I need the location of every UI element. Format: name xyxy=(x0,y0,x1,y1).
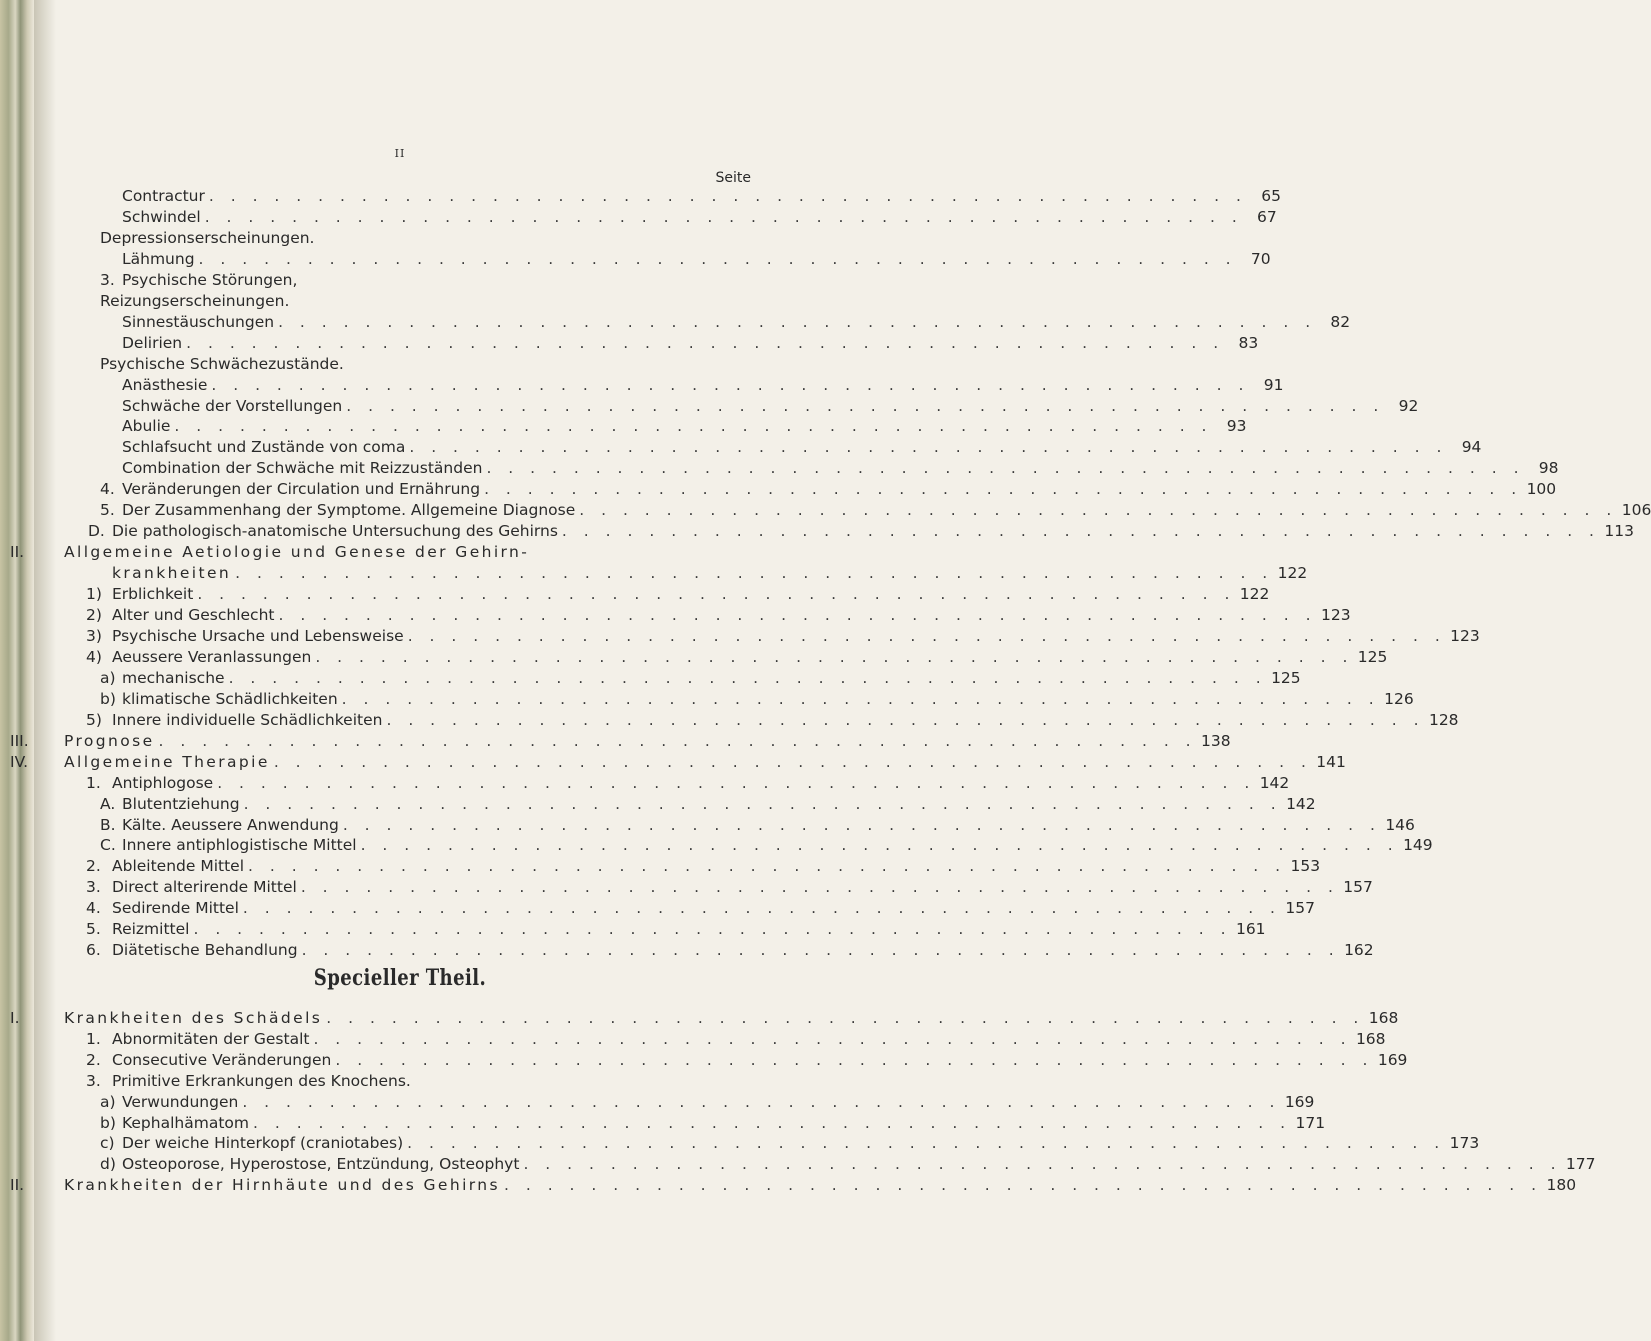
toc-entry-title: Consecutive Veränderungen xyxy=(112,1050,332,1069)
toc-entry-page: 138 xyxy=(1201,731,1231,750)
toc-entry-title: Prognose xyxy=(64,731,155,750)
leader-dots: . . . . . . . . . . . . . . . . . . . . . . . . . . . . . . . . . . . . . . . . . . . . . . . . xyxy=(523,1155,1562,1174)
toc-entry-number: 4. xyxy=(100,480,115,499)
toc-entry-title: Sinnestäuschungen xyxy=(122,312,275,331)
toc-entry-page: 153 xyxy=(1290,857,1321,876)
toc-entry-title: Ableitende Mittel xyxy=(112,857,245,876)
toc-entry-page: 168 xyxy=(1368,1009,1399,1027)
leader-dots: . . . . . . . . . . . . . . . . . . . . . . . . . . . . . . . . . . . . . . . . . . . . . . . . xyxy=(315,647,1354,666)
toc-entry-title: Blutentziehung xyxy=(122,794,240,813)
toc-entry-title: Der Zusammenhang der Symptome. Allgemeine Diagnose xyxy=(122,501,576,520)
page-number: II xyxy=(394,147,406,160)
leader-dots: . . . . . . . . . . . . . . . . . . . . . . . . . . . . . . . . . . . . . . . . . . . . . . . . xyxy=(204,207,1243,226)
leader-dots: . . . . . . . . . . . . . . . . . . . . . . . . . . . . . . . . . . . . . . . . . . . . . . . . xyxy=(503,1176,1543,1195)
leader-dots: . . . . . . . . . . . . . . . . . . . . . . . . . . . . . . . . . . . . . . . . . . . . . . . . xyxy=(342,815,1381,834)
toc-entry-title: Psychische Ursache und Lebensweise xyxy=(112,626,404,645)
toc-entry-number: 3) xyxy=(86,626,102,645)
toc-entry-title: Psychische Störungen, xyxy=(122,270,298,289)
toc-entry-page: 180 xyxy=(1546,1176,1577,1195)
toc-entry-title: Schwäche der Vorstellungen xyxy=(122,396,343,415)
toc-entry-title: Lähmung xyxy=(122,249,195,268)
toc-row xyxy=(0,1154,1596,1175)
toc-entry-number: a) xyxy=(100,1092,116,1111)
toc-entry-page: 123 xyxy=(1320,606,1351,624)
toc-entry-page: 128 xyxy=(1428,710,1459,729)
toc-entry-page: 149 xyxy=(1403,836,1433,855)
leader-dots: . . . . . . . . . . . . . . . . . . . . . . . . . . . . . . . . . . . . . . . . . . . . . . . . xyxy=(486,459,1525,478)
leader-dots: . . . . . . . . . . . . . . . . . . . . . . . . . . . . . . . . . . . . . . . . . . . . . . . . xyxy=(407,626,1446,645)
toc-entry-title: Der weiche Hinterkopf (craniotabes) xyxy=(122,1134,404,1153)
toc-entry-page: 169 xyxy=(1377,1050,1408,1069)
toc-entry-title: Schlafsucht und Zustände von coma xyxy=(122,438,406,457)
toc-entry-number: 4. xyxy=(86,899,101,918)
toc-entry-number: 1. xyxy=(86,1029,101,1048)
leader-dots: . . . . . . . . . . . . . . . . . . . . . . . . . . . . . . . . . . . . . . . . . . . . . . . . xyxy=(193,920,1232,939)
leader-dots: . . . . . . . . . . . . . . . . . . . . . . . . . . . . . . . . . . . . . . . . . . . . . . . . xyxy=(335,1050,1374,1069)
toc-entry-title: Reizungserscheinungen. xyxy=(100,291,290,310)
toc-entry-page: 100 xyxy=(1526,480,1557,499)
leader-dots: . . . . . . . . . . . . . . . . . . . . . . . . . . . . . . . . . . . . . . . . . . . . . . . . xyxy=(561,522,1600,541)
leader-dots: . . . . . . . . . . . . . . . . . . . . . . . . . . . . . . . . . . . . . . . . . . . . . . . . xyxy=(217,773,1256,792)
toc-row xyxy=(0,1071,751,1092)
leader-dots: . . . . . . . . . . . . . . . . . . . . . . . . . . . . . . . . . . . . . . . . . . . . . . . . xyxy=(243,794,1282,813)
leader-dots: . . . . . . . . . . . . . . . . . . . . . . . . . . . . . . . . . . . . . . . . . . . . . . . . xyxy=(579,501,1618,520)
toc-entry-page: 168 xyxy=(1355,1029,1386,1048)
toc-entry-page: 83 xyxy=(1238,333,1259,352)
toc-row xyxy=(0,1133,1480,1154)
leader-dots: . . . . . . . . . . . . . . . . . . . . . . . . . . . . . . . . . . . . . . . . . . . . . . . . xyxy=(278,606,1317,624)
toc-entry-title: Innere antiphlogistische Mittel xyxy=(122,836,357,855)
toc-entry-title: Osteoporose, Hyperostose, Entzündung, Osteophyt xyxy=(122,1155,520,1174)
toc-entry-title: Diätetische Behandlung xyxy=(112,941,298,960)
toc-entry-number: 2. xyxy=(86,1050,101,1069)
toc-row xyxy=(0,1008,1399,1029)
toc-row xyxy=(0,1113,1326,1134)
toc-entry-number: I. xyxy=(10,1009,20,1027)
leader-dots: . . . . . . . . . . . . . . . . . . . . . . . . . . . . . . . . . . . . . . . . . . . . . . . . xyxy=(326,1009,1365,1027)
toc-entry-number: II. xyxy=(10,1176,25,1195)
toc-entry-page: 98 xyxy=(1538,459,1559,478)
toc-entry-title: Kephalhämatom xyxy=(122,1113,249,1132)
leader-dots: . . . . . . . . . . . . . . . . . . . . . . . . . . . . . . . . . . . . . . . . . . . . . . . . xyxy=(360,836,1399,855)
toc-entry-number: C. xyxy=(100,836,116,855)
leader-dots: . . . . . . . . . . . . . . . . . . . . . . . . . . . . . . . . . . . . . . . . . . . . . . . . xyxy=(242,899,1281,918)
toc-entry-number: a) xyxy=(100,668,116,687)
toc-row xyxy=(0,1092,1315,1113)
leader-dots: . . . . . . . . . . . . . . . . . . . . . . . . . . . . . . . . . . . . . . . . . . . . . . . . xyxy=(242,1092,1281,1111)
toc-entry-title: Abnormitäten der Gestalt xyxy=(112,1029,310,1048)
column-header-seite: Seite xyxy=(715,170,751,186)
toc-entry-page: 141 xyxy=(1316,752,1346,771)
leader-dots: . . . . . . . . . . . . . . . . . . . . . . . . . . . . . . . . . . . . . . . . . . . . . . . . xyxy=(208,187,1247,205)
leader-dots: . . . . . . . . . . . . . . . . . . . . . . . . . . . . . . . . . . . . . . . . . . . . . . . . xyxy=(211,375,1250,394)
leader-dots: . . . . . . . . . . . . . . . . . . . . . . . . . . . . . . . . . . . . . . . . . . . . . . . . xyxy=(252,1113,1292,1132)
toc-entry-number: 3. xyxy=(86,878,101,897)
toc-entry-page: 70 xyxy=(1250,249,1271,268)
toc-entry-page: 122 xyxy=(1277,564,1308,583)
toc-entry-title: Schwindel xyxy=(122,207,201,226)
toc-entry-number: 2) xyxy=(86,606,102,624)
toc-entry-page: 65 xyxy=(1261,187,1281,205)
toc-entry-page: 92 xyxy=(1398,396,1419,415)
leader-dots: . . . . . . . . . . . . . . . . . . . . . . . . . . . . . . . . . . . . . . . . . . . . . . . . xyxy=(313,1029,1352,1048)
toc-entry-number: 5. xyxy=(86,920,101,939)
toc-entry-page: 142 xyxy=(1259,773,1290,792)
leader-dots: . . . . . . . . . . . . . . . . . . . . . . . . . . . . . . . . . . . . . . . . . . . . . . . . xyxy=(158,731,1197,750)
toc-entry-title: Kälte. Aeussere Anwendung xyxy=(122,815,339,834)
toc-row xyxy=(0,1029,1386,1050)
toc-entry-number: c) xyxy=(100,1134,115,1153)
toc-entry-page: 123 xyxy=(1450,626,1480,645)
toc-entry-number: A. xyxy=(100,794,116,813)
toc-entry-number: d) xyxy=(100,1155,116,1174)
toc-entry-number: 2. xyxy=(86,857,101,876)
toc-entry-page: 113 xyxy=(1604,522,1634,541)
toc-entry-title: Contractur xyxy=(122,187,205,205)
toc-entry-number: 5. xyxy=(100,501,115,520)
toc-row xyxy=(0,1175,1577,1196)
leader-dots: . . . . . . . . . . . . . . . . . . . . . . . . . . . . . . . . . . . . . . . . . . . . . . . . xyxy=(386,710,1425,729)
toc-entry-title: Psychische Schwächezustände. xyxy=(100,354,344,373)
toc-entry-page: 106 xyxy=(1621,501,1651,520)
toc-entry-title: krankheiten xyxy=(112,564,232,583)
toc-entry-page: 157 xyxy=(1285,899,1315,918)
toc-entry-page: 157 xyxy=(1343,878,1373,897)
toc-entry-number: III. xyxy=(10,731,29,750)
toc-entry-number: II. xyxy=(10,543,25,562)
toc-entry-title: Verwundungen xyxy=(122,1092,239,1111)
leader-dots: . . . . . . . . . . . . . . . . . . . . . . . . . . . . . . . . . . . . . . . . . . . . . . . . xyxy=(278,312,1317,331)
section-heading: Specieller Theil. xyxy=(313,965,487,991)
toc-entry-page: 173 xyxy=(1449,1134,1480,1153)
toc-entry-title: Allgemeine Therapie xyxy=(64,752,270,771)
toc-row xyxy=(0,1050,1408,1071)
leader-dots: . . . . . . . . . . . . . . . . . . . . . . . . . . . . . . . . . . . . . . . . . . . . . . . . xyxy=(273,752,1312,771)
toc-entry-title: Anästhesie xyxy=(122,375,208,394)
leader-dots: . . . . . . . . . . . . . . . . . . . . . . . . . . . . . . . . . . . . . . . . . . . . . . . . xyxy=(341,689,1380,708)
leader-dots: . . . . . . . . . . . . . . . . . . . . . . . . . . . . . . . . . . . . . . . . . . . . . . . . xyxy=(300,878,1339,897)
toc-entry-number: 6. xyxy=(86,941,101,960)
leader-dots: . . . . . . . . . . . . . . . . . . . . . . . . . . . . . . . . . . . . . . . . . . . . . . . . xyxy=(198,249,1237,268)
leader-dots: . . . . . . . . . . . . . . . . . . . . . . . . . . . . . . . . . . . . . . . . . . . . . . . . xyxy=(301,941,1340,960)
toc-entry-title: Krankheiten der Hirnhäute und des Gehirns xyxy=(64,1176,500,1195)
toc-entry-page: 177 xyxy=(1565,1155,1596,1174)
toc-entry-page: 126 xyxy=(1384,689,1414,708)
toc-entry-page: 171 xyxy=(1295,1113,1326,1132)
toc-entry-number: 4) xyxy=(86,647,102,666)
toc-entry-page: 94 xyxy=(1461,438,1482,457)
toc-entry-title: Veränderungen der Circulation und Ernährung xyxy=(122,480,481,499)
toc-entry-page: 93 xyxy=(1226,417,1247,436)
toc-entry-page: 122 xyxy=(1239,585,1270,604)
toc-entry-number: 3. xyxy=(100,270,115,289)
leader-dots: . . . . . . . . . . . . . . . . . . . . . . . . . . . . . . . . . . . . . . . . . . . . . . . . xyxy=(409,438,1448,457)
toc-entry-number: b) xyxy=(100,689,116,708)
toc-entry-page: 125 xyxy=(1357,647,1388,666)
toc-entry-title: Erblichkeit xyxy=(112,585,194,604)
toc-entry-number: 5) xyxy=(86,710,102,729)
toc-entry-page: 162 xyxy=(1344,941,1374,960)
toc-entry-page: 146 xyxy=(1385,815,1415,834)
leader-dots: . . . . . . . . . . . . . . . . . . . . . . . . . . . . . . . . . . . . . . . . . . . . . . . . xyxy=(235,564,1274,583)
toc-entry-title: Delirien xyxy=(122,333,183,352)
toc-entry-title: Krankheiten des Schädels xyxy=(64,1009,323,1027)
toc-entry-title: Antiphlogose xyxy=(112,773,214,792)
leader-dots: . . . . . . . . . . . . . . . . . . . . . . . . . . . . . . . . . . . . . . . . . . . . . . . . xyxy=(186,333,1225,352)
toc-entry-page: 125 xyxy=(1271,668,1301,687)
toc-entry-page: 82 xyxy=(1330,312,1351,331)
toc-entry-title: Abulie xyxy=(122,417,171,436)
leader-dots: . . . . . . . . . . . . . . . . . . . . . . . . . . . . . . . . . . . . . . . . . . . . . . . . xyxy=(228,668,1267,687)
leader-dots: . . . . . . . . . . . . . . . . . . . . . . . . . . . . . . . . . . . . . . . . . . . . . . . . xyxy=(174,417,1213,436)
toc-entry-page: 169 xyxy=(1284,1092,1315,1111)
toc-entry-title: Aeussere Veranlassungen xyxy=(112,647,312,666)
toc-entry-title: Depressionserscheinungen. xyxy=(100,228,315,247)
toc-entry-number: B. xyxy=(100,815,116,834)
toc-entry-title: Combination der Schwäche mit Reizzuständen xyxy=(122,459,483,478)
toc-entry-title: Alter und Geschlecht xyxy=(112,606,275,624)
leader-dots: . . . . . . . . . . . . . . . . . . . . . . . . . . . . . . . . . . . . . . . . . . . . . . . . xyxy=(346,396,1385,415)
toc-entry-title: Die pathologisch-anatomische Untersuchung des Gehirns xyxy=(112,522,558,541)
toc-entry-title: klimatische Schädlichkeiten xyxy=(122,689,338,708)
leader-dots: . . . . . . . . . . . . . . . . . . . . . . . . . . . . . . . . . . . . . . . . . . . . . . . . xyxy=(484,480,1523,499)
toc-entry-number: IV. xyxy=(10,752,29,771)
toc-entry-number: 1) xyxy=(86,585,102,604)
toc-entry-title: Reizmittel xyxy=(112,920,190,939)
toc-entry-number: b) xyxy=(100,1113,116,1132)
toc-entry-page: 142 xyxy=(1286,794,1316,813)
toc-entry-title: Innere individuelle Schädlichkeiten xyxy=(112,710,383,729)
toc-entry-page: 91 xyxy=(1263,375,1284,394)
leader-dots: . . . . . . . . . . . . . . . . . . . . . . . . . . . . . . . . . . . . . . . . . . . . . . . . xyxy=(407,1134,1446,1153)
leader-dots: . . . . . . . . . . . . . . . . . . . . . . . . . . . . . . . . . . . . . . . . . . . . . . . . xyxy=(248,857,1287,876)
toc-entry-page: 67 xyxy=(1257,207,1277,226)
toc-entry-title: Direct alterirende Mittel xyxy=(112,878,297,897)
toc-entry-title: mechanische xyxy=(122,668,225,687)
toc-entry-number: 3. xyxy=(86,1071,101,1090)
toc-entry-title: Allgemeine Aetiologie und Genese der Gehirn- xyxy=(64,543,530,562)
toc-entry-number: 1. xyxy=(86,773,101,792)
toc-entry-title: Primitive Erkrankungen des Knochens. xyxy=(112,1071,411,1090)
toc-entry-page: 161 xyxy=(1235,920,1266,939)
toc-entry-title: Sedirende Mittel xyxy=(112,899,239,918)
toc-entry-number: D. xyxy=(88,522,105,541)
leader-dots: . . . . . . . . . . . . . . . . . . . . . . . . . . . . . . . . . . . . . . . . . . . . . . . . xyxy=(197,585,1236,604)
